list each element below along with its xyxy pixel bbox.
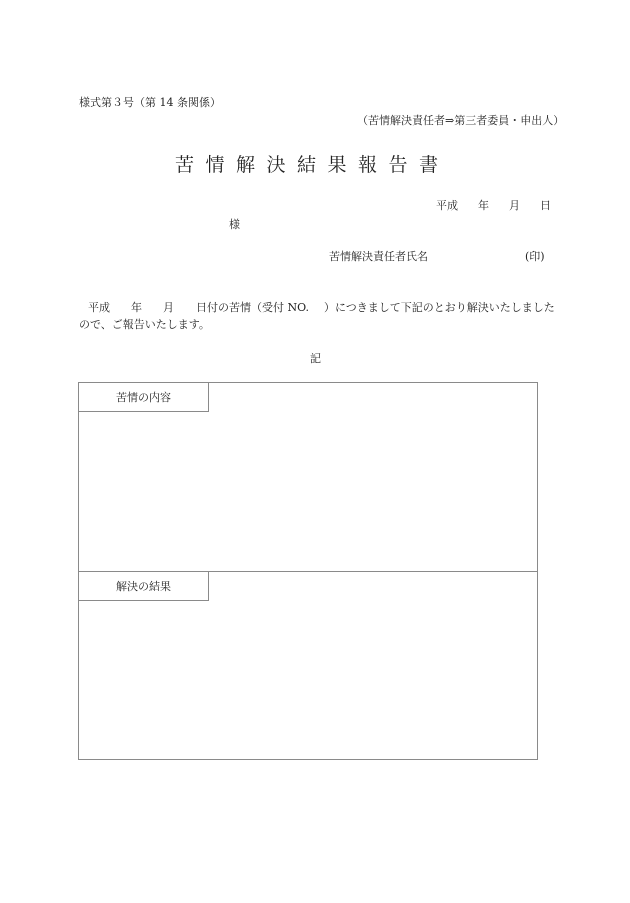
document-title: 苦情解決結果報告書 xyxy=(175,154,450,176)
form-number: 様式第３号（第 14 条関係） xyxy=(79,96,221,109)
seal-mark: (印) xyxy=(525,250,545,263)
body-close-paren: ）につきまして下記のとおり解決いたしました xyxy=(324,301,555,314)
date-year: 年 xyxy=(478,199,489,212)
signer-name-label: 苦情解決責任者氏名 xyxy=(329,250,428,263)
body-era: 平成 xyxy=(88,301,110,314)
section-label-result: 解決の結果 xyxy=(78,571,209,601)
section-label-complaint: 苦情の内容 xyxy=(78,382,209,412)
date-day: 日 xyxy=(540,199,551,212)
routing-note: （苦情解決責任者⇒第三者委員・申出人） xyxy=(357,114,565,127)
body-date-suffix: 日付の苦情（受付 NO. xyxy=(196,301,309,314)
body-month: 月 xyxy=(163,301,174,314)
date-month: 月 xyxy=(509,199,520,212)
date-era: 平成 xyxy=(436,199,458,212)
ki-mark: 記 xyxy=(310,352,321,365)
body-text-line2: ので、ご報告いたします。 xyxy=(79,318,210,331)
recipient-honorific: 様 xyxy=(229,218,240,231)
body-year: 年 xyxy=(131,301,142,314)
